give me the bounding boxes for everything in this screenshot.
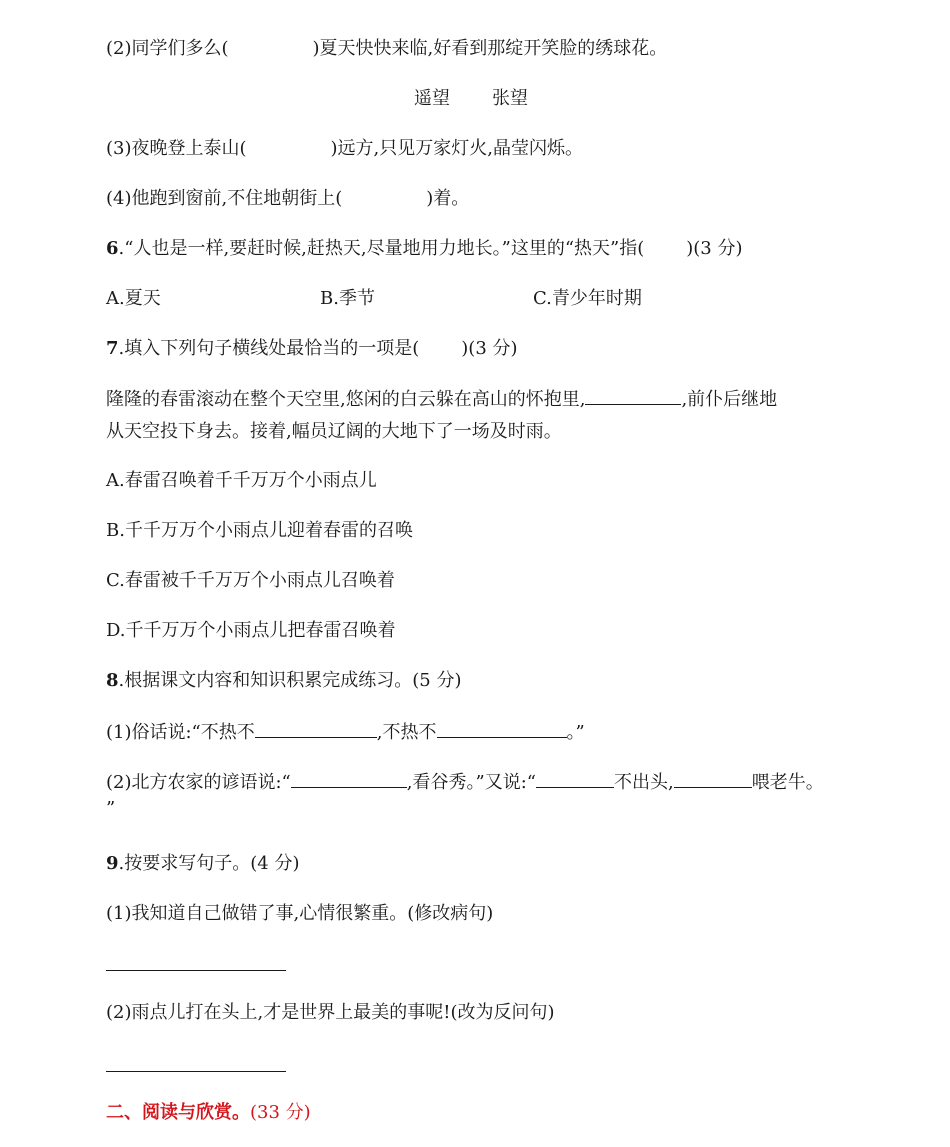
answer-line[interactable] bbox=[106, 970, 286, 971]
question-number: 7 bbox=[106, 338, 119, 359]
q7-question bbox=[106, 337, 518, 361]
q7-passage-line1 bbox=[106, 386, 777, 412]
q9-question bbox=[106, 852, 299, 876]
q8-item1-text-a: (1)俗话说:“不热不 bbox=[106, 722, 255, 743]
q5-item4 bbox=[106, 187, 469, 211]
q8-item1 bbox=[106, 719, 585, 745]
q5-item2-pre: (2)同学们多么( bbox=[106, 38, 229, 59]
fill-blank[interactable] bbox=[536, 769, 614, 788]
q9-text: .按要求写句子。(4 分) bbox=[118, 853, 300, 874]
q5-item4-post: )着。 bbox=[426, 188, 470, 209]
q7-passage-pre: 隆隆的春雷滚动在整个天空里,悠闲的白云躲在高山的怀抱里, bbox=[106, 389, 586, 410]
section-heading bbox=[106, 1101, 311, 1125]
q8-item2-text-c: 不出头, bbox=[613, 772, 674, 793]
q9-item2: (2)雨点儿打在头上,才是世界上最美的事呢!(改为反问句) bbox=[106, 1002, 555, 1023]
question-number: 6 bbox=[106, 238, 119, 259]
q9-item1: (1)我知道自己做错了事,心情很繁重。(修改病句) bbox=[106, 903, 494, 924]
q7-option-c[interactable]: C.春雷被千千万万个小雨点儿召唤着 bbox=[106, 570, 395, 591]
q6-question bbox=[106, 237, 743, 261]
fill-blank[interactable] bbox=[291, 769, 407, 788]
q6-tail: )(3 分) bbox=[686, 238, 743, 259]
q8-item2-text-a: (2)北方农家的谚语说:“ bbox=[106, 772, 291, 793]
q7-option-a[interactable]: A.春雷召唤着千千万万个小雨点儿 bbox=[106, 470, 377, 491]
fill-blank[interactable] bbox=[674, 769, 752, 788]
q6-option-b[interactable]: B.季节 bbox=[320, 288, 375, 309]
q5-item3-post: )远方,只见万家灯火,晶莹闪烁。 bbox=[330, 138, 583, 159]
q7-passage-post: ,前仆后继地 bbox=[681, 389, 778, 410]
q8-question bbox=[106, 669, 461, 693]
question-number: 9 bbox=[106, 853, 119, 874]
q8-item1-text-c: 。” bbox=[566, 722, 585, 743]
word-choice-b: 张望 bbox=[492, 88, 528, 109]
q8-text: .根据课文内容和知识积累完成练习。(5 分) bbox=[118, 670, 462, 691]
q7-option-b[interactable]: B.千千万万个小雨点儿迎着春雷的召唤 bbox=[106, 520, 413, 541]
q6-option-a[interactable]: A.夏天 bbox=[106, 288, 161, 309]
q7-text: .填入下列句子横线处最恰当的一项是( bbox=[118, 338, 420, 359]
q7-option-d[interactable]: D.千千万万个小雨点儿把春雷召唤着 bbox=[106, 620, 396, 641]
q8-item2-text-b: ,看谷秀。”又说:“ bbox=[406, 772, 536, 793]
q5-item2 bbox=[106, 37, 667, 61]
q5-item2-post: )夏天快快来临,好看到那绽开笑脸的绣球花。 bbox=[312, 38, 668, 59]
q8-item1-text-b: ,不热不 bbox=[376, 722, 437, 743]
q6-text: .“人也是一样,要赶时候,赶热天,尽量地用力地长。”这里的“热天”指( bbox=[118, 238, 645, 259]
q5-item3-pre: (3)夜晚登上泰山( bbox=[106, 138, 247, 159]
fill-blank[interactable] bbox=[585, 386, 681, 405]
q5-item3 bbox=[106, 137, 583, 161]
answer-line[interactable] bbox=[106, 1071, 286, 1072]
fill-blank[interactable] bbox=[437, 719, 567, 738]
question-number: 8 bbox=[106, 670, 119, 691]
q8-item2-closing-quote: ” bbox=[106, 798, 116, 819]
section-score: (33 分) bbox=[250, 1102, 311, 1123]
fill-blank[interactable] bbox=[255, 719, 377, 738]
q7-passage-line2: 从天空投下身去。接着,幅员辽阔的大地下了一场及时雨。 bbox=[106, 421, 562, 442]
word-choice-a: 遥望 bbox=[414, 88, 450, 109]
q8-item2 bbox=[106, 769, 824, 795]
q5-item4-pre: (4)他跑到窗前,不住地朝街上( bbox=[106, 188, 343, 209]
q7-tail: )(3 分) bbox=[461, 338, 518, 359]
section-label: 二、阅读与欣赏。 bbox=[106, 1102, 250, 1123]
q8-item2-text-d: 喂老牛。 bbox=[751, 772, 824, 793]
q6-option-c[interactable]: C.青少年时期 bbox=[533, 288, 642, 309]
